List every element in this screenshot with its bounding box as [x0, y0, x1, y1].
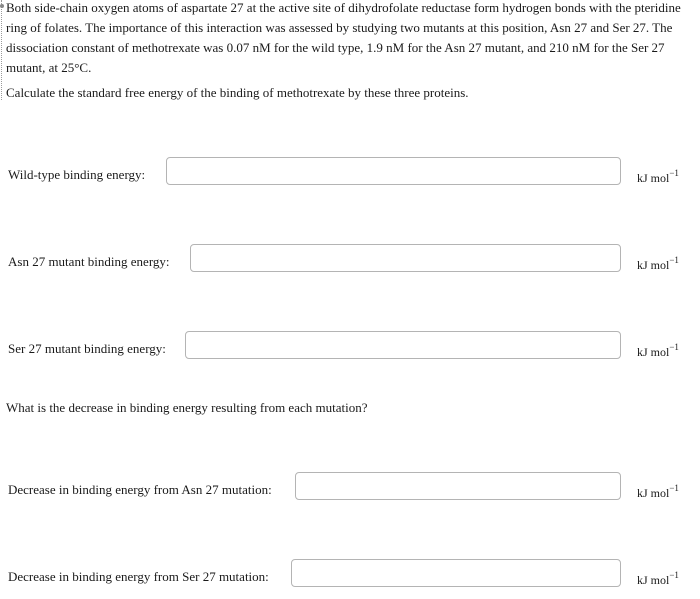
question-intro-paragraph: Both side-chain oxygen atoms of aspartate 27 at the active site of dihydrofolate reductase form hydrogen bonds with the pteridine ring of folates. The importance of this interaction was assessed by studying two mutants at this position, Asn 27 and Ser 27. The dissociation constant of methotrexate was 0.07 nM for the wild type, 1.9 nM for the Asn 27 mutant, and 210 nM for the Ser 27 mutant, at 25°C.	[6, 0, 681, 75]
question-left-rule	[1, 0, 2, 100]
asn27-unit: kJ mol$^{-1}$	[637, 255, 679, 272]
wild-type-unit: kJ mol$^{-1}$	[637, 168, 679, 185]
ser27-label: Ser 27 mutant binding energy:	[8, 341, 166, 356]
ser27-binding-energy-input[interactable]	[185, 331, 621, 359]
asn27-binding-energy-input[interactable]	[190, 244, 621, 272]
wild-type-binding-energy-input[interactable]	[166, 157, 621, 185]
ser27-decrease-unit: kJ mol$^{-1}$	[637, 570, 679, 587]
question-marker	[0, 4, 4, 8]
wild-type-label: Wild-type binding energy:	[8, 167, 146, 182]
asn27-decrease-input[interactable]	[295, 472, 621, 500]
asn27-decrease-row	[0, 470, 700, 510]
ser27-answer-row	[0, 329, 700, 369]
asn27-decrease-unit: kJ mol$^{-1}$	[637, 483, 679, 500]
question-instruction: Calculate the standard free energy of the binding of methotrexate by these three proteins.	[6, 85, 469, 100]
wild-type-answer-row	[0, 155, 700, 195]
asn27-label: Asn 27 mutant binding energy:	[8, 254, 170, 269]
ser27-decrease-row	[0, 557, 700, 597]
asn27-answer-row	[0, 242, 700, 282]
ser27-decrease-input[interactable]	[291, 559, 621, 587]
asn27-decrease-label: Decrease in binding energy from Asn 27 mutation:	[8, 482, 272, 497]
decrease-question: What is the decrease in binding energy resulting from each mutation?	[6, 400, 368, 415]
ser27-unit: kJ mol$^{-1}$	[637, 342, 679, 359]
ser27-decrease-label: Decrease in binding energy from Ser 27 mutation:	[8, 569, 269, 584]
